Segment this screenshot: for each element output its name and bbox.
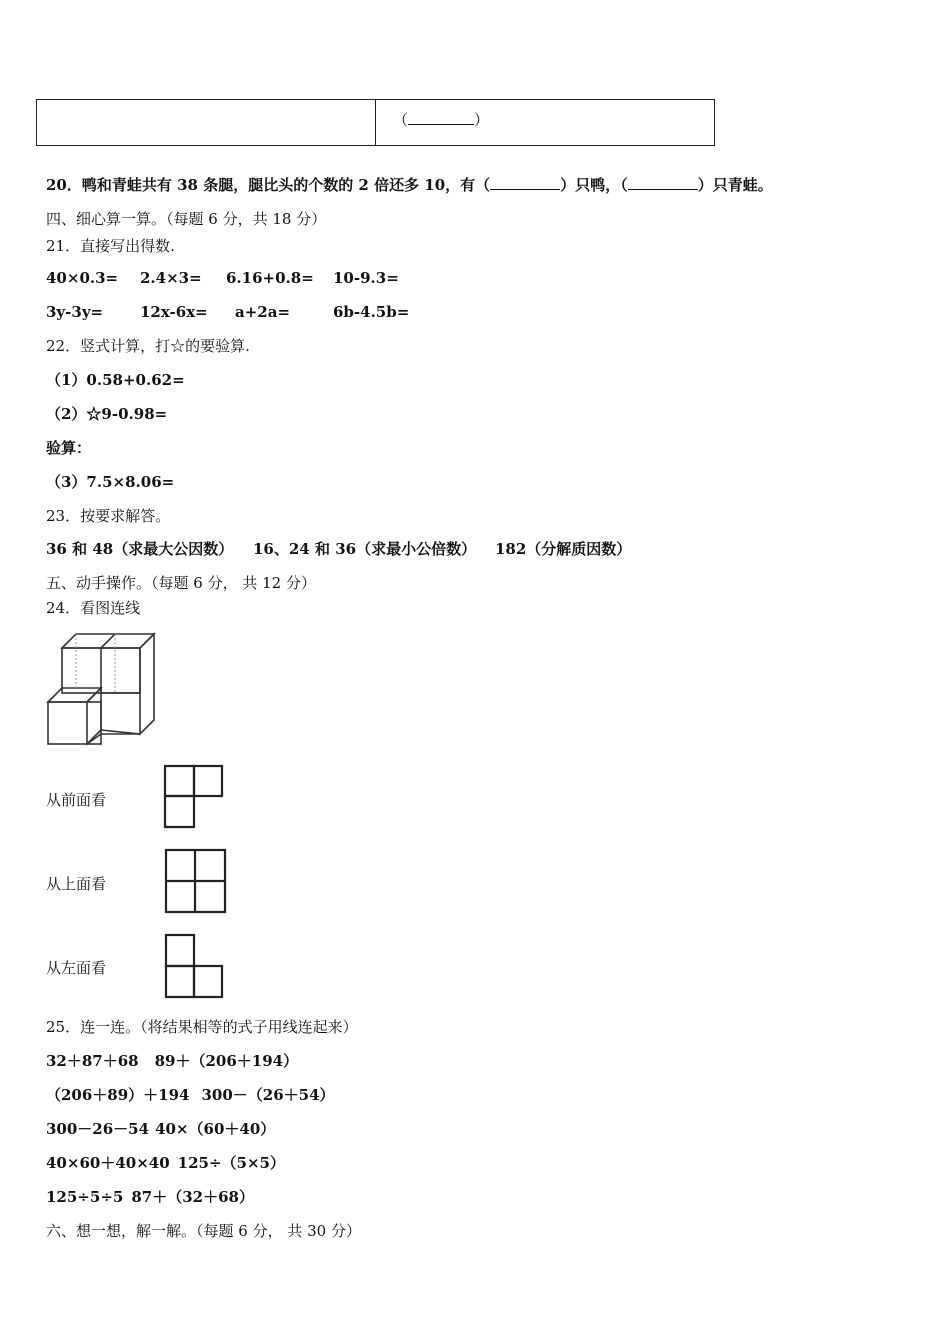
front-view-label: 从前面看	[46, 791, 107, 809]
question-20: 20．鸭和青蛙共有 38 条腿，腿比头的个数的 2 倍还多 10，有（ ）只鸭，（ ）只青蛙。	[46, 176, 773, 194]
question-22-title: 22．竖式计算，打☆的要验算.	[46, 337, 250, 355]
calc-item: 12x-6x=	[140, 303, 208, 321]
calc-item: 10-9.3=	[333, 269, 399, 287]
question-25-title: 25．连一连。（将结果相等的式子用线连起来）	[46, 1018, 358, 1036]
calc-item: 40×0.3=	[46, 269, 119, 287]
calc-item: 6b-4.5b=	[333, 303, 410, 321]
left-expression[interactable]: 32＋87＋68	[46, 1052, 139, 1070]
calc-item: a+2a=	[235, 303, 291, 321]
ducks-blank[interactable]	[490, 175, 560, 190]
left-view-label: 从左面看	[46, 959, 107, 977]
q25-row	[46, 1187, 254, 1207]
answer-table	[36, 99, 715, 146]
right-expression[interactable]: 300－（26＋54）	[201, 1086, 335, 1104]
calc-item: 6.16+0.8=	[226, 269, 314, 287]
q22-part-3: （3）7.5×8.06=	[46, 473, 175, 491]
q22-part-2: （2）☆9-0.98=	[46, 405, 168, 423]
question-24-title: 24．看图连线	[46, 599, 141, 617]
table-answer-cell[interactable]: （ ）	[393, 111, 490, 129]
cube-stack-figure	[44, 630, 159, 750]
q22-check-label: 验算：	[46, 439, 92, 457]
q25-row	[46, 1119, 275, 1139]
q23-item: 16、24 和 36（求最小公倍数）	[253, 540, 477, 558]
left-expression[interactable]: （206＋89）＋194	[46, 1086, 190, 1104]
q23-item: 36 和 48（求最大公因数）	[46, 540, 234, 558]
calc-item: 2.4×3=	[140, 269, 202, 287]
left-expression[interactable]: 40×60＋40×40	[46, 1154, 170, 1172]
q22-part-1: （1）0.58+0.62=	[46, 371, 185, 389]
right-expression[interactable]: 87＋（32＋68）	[131, 1188, 254, 1206]
question-21-title: 21．直接写出得数.	[46, 237, 175, 255]
q25-row	[46, 1153, 285, 1173]
frogs-blank[interactable]	[628, 175, 698, 190]
section-4-heading: 四、细心算一算。（每题 6 分，共 18 分）	[46, 210, 327, 228]
question-23-title: 23．按要求解答。	[46, 507, 171, 525]
q25-row	[46, 1085, 335, 1105]
answer-blank[interactable]	[408, 110, 474, 125]
section-5-heading: 五、动手操作。（每题 6 分， 共 12 分）	[46, 574, 316, 592]
right-expression[interactable]: 89＋（206＋194）	[154, 1052, 299, 1070]
section-6-heading: 六、想一想，解一解。（每题 6 分， 共 30 分）	[46, 1222, 361, 1240]
left-expression[interactable]: 125÷5÷5	[46, 1188, 124, 1206]
q23-item: 182（分解质因数）	[495, 540, 632, 558]
q25-row	[46, 1051, 298, 1071]
top-view-label: 从上面看	[46, 875, 107, 893]
table-divider	[375, 100, 376, 145]
front-view-diagram[interactable]	[163, 764, 225, 830]
right-expression[interactable]: 40×（60＋40）	[155, 1120, 276, 1138]
right-expression[interactable]: 125÷（5×5）	[177, 1154, 285, 1172]
left-view-diagram[interactable]	[163, 932, 225, 1000]
left-expression[interactable]: 300－26－54	[46, 1120, 150, 1138]
top-view-diagram[interactable]	[163, 847, 228, 915]
calc-item: 3y-3y=	[46, 303, 104, 321]
